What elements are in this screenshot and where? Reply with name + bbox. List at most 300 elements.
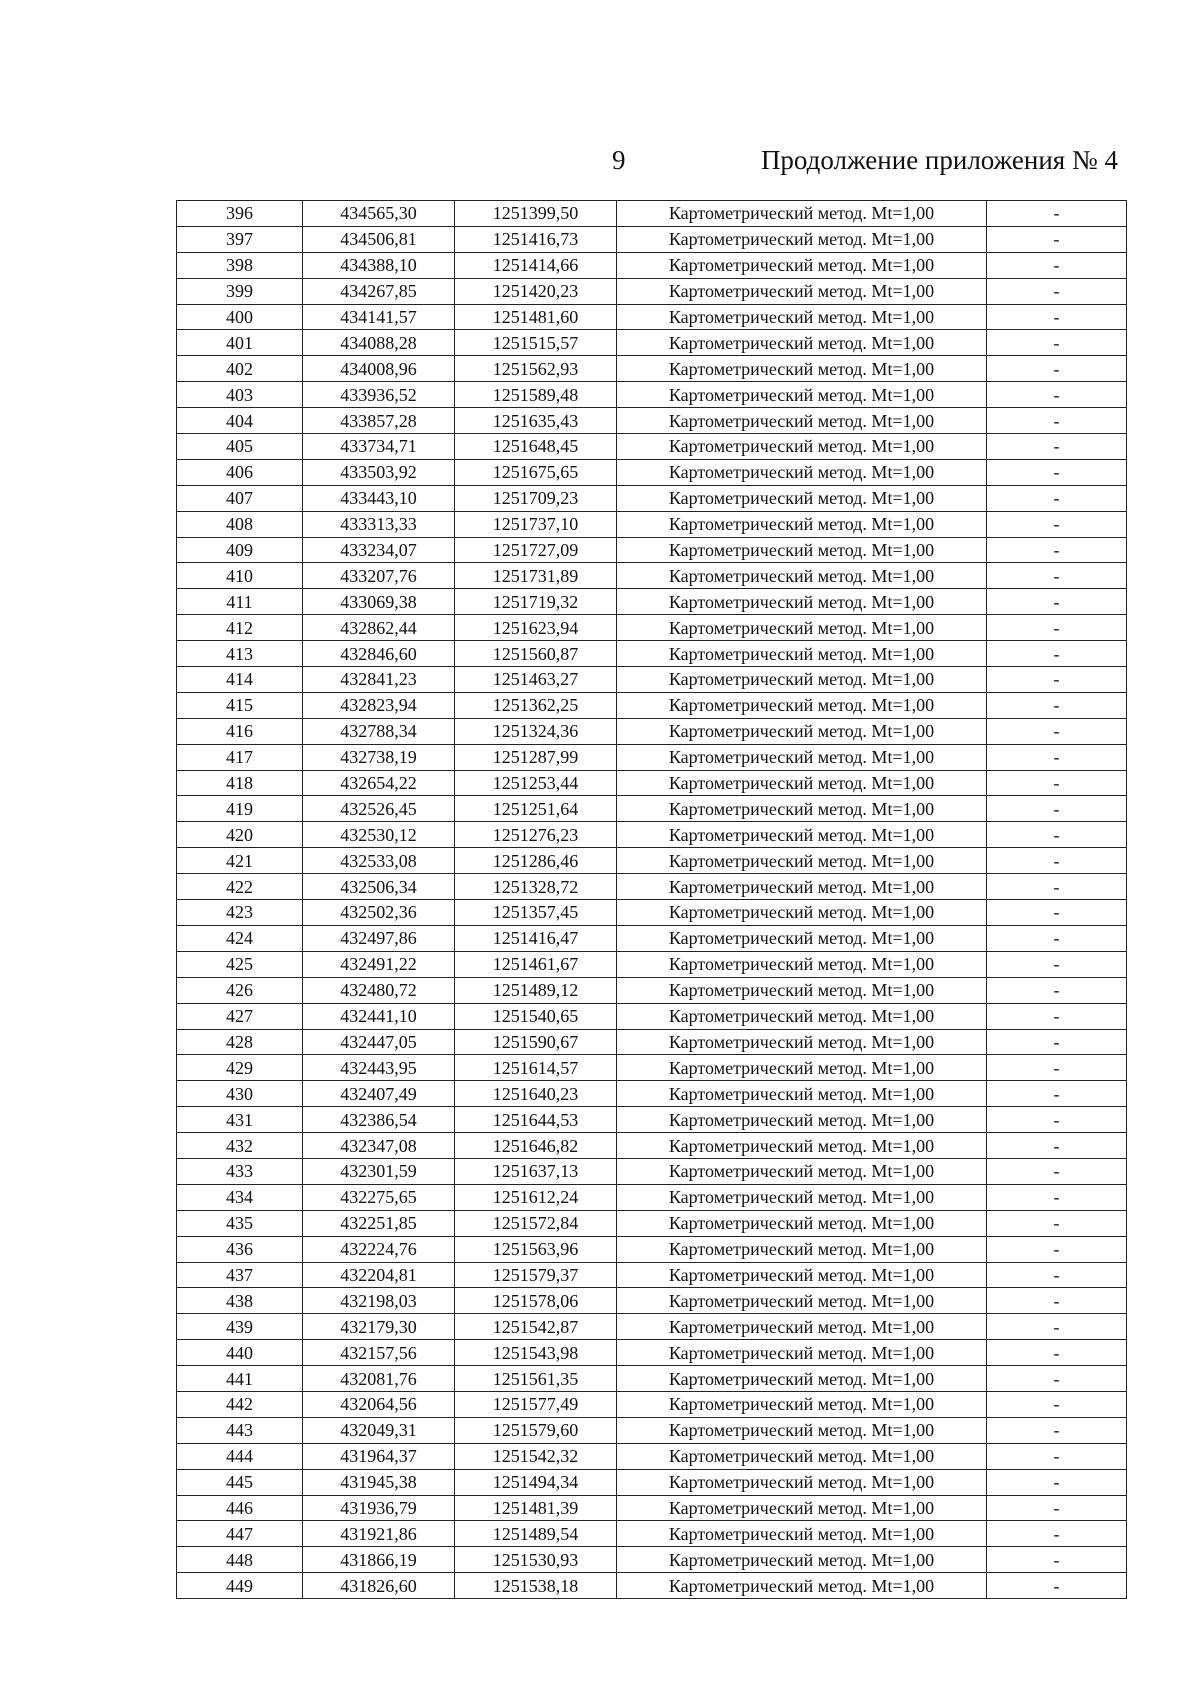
x-coordinate-cell: 432301,59: [303, 1158, 455, 1184]
method-cell: Картометрический метод. Mt=1,00: [617, 252, 987, 278]
y-coordinate-cell: 1251646,82: [455, 1133, 617, 1159]
table-row: [177, 951, 1127, 977]
point-number-cell: 424: [177, 925, 303, 951]
accuracy-cell: -: [987, 977, 1127, 1003]
point-number-cell: 409: [177, 537, 303, 563]
x-coordinate-cell: 431964,37: [303, 1443, 455, 1469]
point-number-cell: 423: [177, 900, 303, 926]
x-coordinate-cell: 432441,10: [303, 1003, 455, 1029]
method-cell: Картометрический метод. Mt=1,00: [617, 434, 987, 460]
table-row: [177, 1366, 1127, 1392]
method-cell: Картометрический метод. Mt=1,00: [617, 770, 987, 796]
accuracy-cell: -: [987, 382, 1127, 408]
accuracy-cell: -: [987, 1003, 1127, 1029]
method-cell: Картометрический метод. Mt=1,00: [617, 408, 987, 434]
table-row: [177, 1184, 1127, 1210]
accuracy-cell: -: [987, 1210, 1127, 1236]
y-coordinate-cell: 1251572,84: [455, 1210, 617, 1236]
method-cell: Картометрический метод. Mt=1,00: [617, 1210, 987, 1236]
table-row: [177, 485, 1127, 511]
accuracy-cell: -: [987, 1055, 1127, 1081]
table-row: [177, 1573, 1127, 1599]
accuracy-cell: -: [987, 667, 1127, 693]
table-row: [177, 1003, 1127, 1029]
x-coordinate-cell: 432862,44: [303, 615, 455, 641]
table-row: [177, 252, 1127, 278]
x-coordinate-cell: 432526,45: [303, 796, 455, 822]
method-cell: Картометрический метод. Mt=1,00: [617, 1029, 987, 1055]
point-number-cell: 438: [177, 1288, 303, 1314]
method-cell: Картометрический метод. Mt=1,00: [617, 278, 987, 304]
method-cell: Картометрический метод. Mt=1,00: [617, 744, 987, 770]
point-number-cell: 403: [177, 382, 303, 408]
y-coordinate-cell: 1251357,45: [455, 900, 617, 926]
method-cell: Картометрический метод. Mt=1,00: [617, 226, 987, 252]
point-number-cell: 413: [177, 641, 303, 667]
y-coordinate-cell: 1251577,49: [455, 1391, 617, 1417]
accuracy-cell: -: [987, 201, 1127, 227]
method-cell: Картометрический метод. Mt=1,00: [617, 1314, 987, 1340]
accuracy-cell: -: [987, 1417, 1127, 1443]
accuracy-cell: -: [987, 692, 1127, 718]
table-row: [177, 304, 1127, 330]
accuracy-cell: -: [987, 848, 1127, 874]
x-coordinate-cell: 434088,28: [303, 330, 455, 356]
table-row: [177, 356, 1127, 382]
x-coordinate-cell: 433936,52: [303, 382, 455, 408]
point-number-cell: 430: [177, 1081, 303, 1107]
accuracy-cell: -: [987, 1081, 1127, 1107]
method-cell: Картометрический метод. Mt=1,00: [617, 1184, 987, 1210]
y-coordinate-cell: 1251614,57: [455, 1055, 617, 1081]
table-row: [177, 1391, 1127, 1417]
point-number-cell: 412: [177, 615, 303, 641]
accuracy-cell: -: [987, 1469, 1127, 1495]
accuracy-cell: -: [987, 1443, 1127, 1469]
accuracy-cell: -: [987, 408, 1127, 434]
y-coordinate-cell: 1251719,32: [455, 589, 617, 615]
y-coordinate-cell: 1251579,37: [455, 1262, 617, 1288]
y-coordinate-cell: 1251562,93: [455, 356, 617, 382]
y-coordinate-cell: 1251709,23: [455, 485, 617, 511]
accuracy-cell: -: [987, 356, 1127, 382]
x-coordinate-cell: 432823,94: [303, 692, 455, 718]
table-row: [177, 796, 1127, 822]
table-row: [177, 201, 1127, 227]
accuracy-cell: -: [987, 822, 1127, 848]
table-row: [177, 511, 1127, 537]
x-coordinate-cell: 432179,30: [303, 1314, 455, 1340]
x-coordinate-cell: 432275,65: [303, 1184, 455, 1210]
method-cell: Картометрический метод. Mt=1,00: [617, 330, 987, 356]
method-cell: Картометрический метод. Mt=1,00: [617, 874, 987, 900]
y-coordinate-cell: 1251489,12: [455, 977, 617, 1003]
y-coordinate-cell: 1251324,36: [455, 718, 617, 744]
table-row: [177, 1495, 1127, 1521]
point-number-cell: 427: [177, 1003, 303, 1029]
x-coordinate-cell: 432347,08: [303, 1133, 455, 1159]
y-coordinate-cell: 1251644,53: [455, 1107, 617, 1133]
method-cell: Картометрический метод. Mt=1,00: [617, 1547, 987, 1573]
accuracy-cell: -: [987, 1133, 1127, 1159]
method-cell: Картометрический метод. Mt=1,00: [617, 925, 987, 951]
accuracy-cell: -: [987, 459, 1127, 485]
y-coordinate-cell: 1251542,87: [455, 1314, 617, 1340]
y-coordinate-cell: 1251675,65: [455, 459, 617, 485]
point-number-cell: 444: [177, 1443, 303, 1469]
accuracy-cell: -: [987, 641, 1127, 667]
table-row: [177, 1469, 1127, 1495]
table-row: [177, 408, 1127, 434]
method-cell: Картометрический метод. Mt=1,00: [617, 1443, 987, 1469]
point-number-cell: 417: [177, 744, 303, 770]
y-coordinate-cell: 1251420,23: [455, 278, 617, 304]
table-row: [177, 1055, 1127, 1081]
point-number-cell: 397: [177, 226, 303, 252]
x-coordinate-cell: 431945,38: [303, 1469, 455, 1495]
point-number-cell: 437: [177, 1262, 303, 1288]
accuracy-cell: -: [987, 1029, 1127, 1055]
point-number-cell: 405: [177, 434, 303, 460]
x-coordinate-cell: 432530,12: [303, 822, 455, 848]
accuracy-cell: -: [987, 485, 1127, 511]
method-cell: Картометрический метод. Mt=1,00: [617, 1055, 987, 1081]
method-cell: Картометрический метод. Mt=1,00: [617, 667, 987, 693]
coordinates-table-body: [177, 201, 1127, 1599]
point-number-cell: 400: [177, 304, 303, 330]
y-coordinate-cell: 1251416,47: [455, 925, 617, 951]
table-row: [177, 1210, 1127, 1236]
x-coordinate-cell: 432846,60: [303, 641, 455, 667]
point-number-cell: 420: [177, 822, 303, 848]
table-row: [177, 925, 1127, 951]
method-cell: Картометрический метод. Mt=1,00: [617, 1340, 987, 1366]
point-number-cell: 428: [177, 1029, 303, 1055]
table-row: [177, 744, 1127, 770]
y-coordinate-cell: 1251578,06: [455, 1288, 617, 1314]
x-coordinate-cell: 432251,85: [303, 1210, 455, 1236]
y-coordinate-cell: 1251612,24: [455, 1184, 617, 1210]
method-cell: Картометрический метод. Mt=1,00: [617, 900, 987, 926]
x-coordinate-cell: 432480,72: [303, 977, 455, 1003]
point-number-cell: 419: [177, 796, 303, 822]
method-cell: Картометрический метод. Mt=1,00: [617, 1107, 987, 1133]
accuracy-cell: -: [987, 1262, 1127, 1288]
x-coordinate-cell: 432502,36: [303, 900, 455, 926]
table-row: [177, 1547, 1127, 1573]
x-coordinate-cell: 431866,19: [303, 1547, 455, 1573]
appendix-title: Продолжение приложения № 4: [760, 145, 1118, 175]
table-row: [177, 1262, 1127, 1288]
method-cell: Картометрический метод. Mt=1,00: [617, 511, 987, 537]
accuracy-cell: -: [987, 615, 1127, 641]
accuracy-cell: -: [987, 511, 1127, 537]
y-coordinate-cell: 1251530,93: [455, 1547, 617, 1573]
point-number-cell: 414: [177, 667, 303, 693]
y-coordinate-cell: 1251563,96: [455, 1236, 617, 1262]
accuracy-cell: -: [987, 718, 1127, 744]
x-coordinate-cell: 433313,33: [303, 511, 455, 537]
y-coordinate-cell: 1251590,67: [455, 1029, 617, 1055]
y-coordinate-cell: 1251538,18: [455, 1573, 617, 1599]
point-number-cell: 441: [177, 1366, 303, 1392]
x-coordinate-cell: 432738,19: [303, 744, 455, 770]
point-number-cell: 401: [177, 330, 303, 356]
accuracy-cell: -: [987, 1521, 1127, 1547]
point-number-cell: 439: [177, 1314, 303, 1340]
method-cell: Картометрический метод. Mt=1,00: [617, 1262, 987, 1288]
table-row: [177, 718, 1127, 744]
point-number-cell: 402: [177, 356, 303, 382]
page-number: 9: [612, 145, 626, 175]
point-number-cell: 406: [177, 459, 303, 485]
accuracy-cell: -: [987, 951, 1127, 977]
y-coordinate-cell: 1251579,60: [455, 1417, 617, 1443]
x-coordinate-cell: 432386,54: [303, 1107, 455, 1133]
table-row: [177, 667, 1127, 693]
table-row: [177, 537, 1127, 563]
y-coordinate-cell: 1251399,50: [455, 201, 617, 227]
table-row: [177, 1288, 1127, 1314]
accuracy-cell: -: [987, 1366, 1127, 1392]
x-coordinate-cell: 434506,81: [303, 226, 455, 252]
point-number-cell: 449: [177, 1573, 303, 1599]
x-coordinate-cell: 432443,95: [303, 1055, 455, 1081]
point-number-cell: 431: [177, 1107, 303, 1133]
point-number-cell: 442: [177, 1391, 303, 1417]
accuracy-cell: -: [987, 1314, 1127, 1340]
x-coordinate-cell: 434141,57: [303, 304, 455, 330]
accuracy-cell: -: [987, 770, 1127, 796]
x-coordinate-cell: 432788,34: [303, 718, 455, 744]
x-coordinate-cell: 432654,22: [303, 770, 455, 796]
method-cell: Картометрический метод. Mt=1,00: [617, 589, 987, 615]
y-coordinate-cell: 1251560,87: [455, 641, 617, 667]
point-number-cell: 434: [177, 1184, 303, 1210]
y-coordinate-cell: 1251481,60: [455, 304, 617, 330]
y-coordinate-cell: 1251727,09: [455, 537, 617, 563]
table-row: [177, 874, 1127, 900]
table-row: [177, 1236, 1127, 1262]
point-number-cell: 408: [177, 511, 303, 537]
method-cell: Картометрический метод. Mt=1,00: [617, 951, 987, 977]
x-coordinate-cell: 433857,28: [303, 408, 455, 434]
table-row: [177, 1417, 1127, 1443]
x-coordinate-cell: 432064,56: [303, 1391, 455, 1417]
accuracy-cell: -: [987, 900, 1127, 926]
x-coordinate-cell: 431936,79: [303, 1495, 455, 1521]
method-cell: Картометрический метод. Mt=1,00: [617, 796, 987, 822]
table-row: [177, 977, 1127, 1003]
table-row: [177, 1521, 1127, 1547]
y-coordinate-cell: 1251494,34: [455, 1469, 617, 1495]
method-cell: Картометрический метод. Mt=1,00: [617, 641, 987, 667]
y-coordinate-cell: 1251637,13: [455, 1158, 617, 1184]
y-coordinate-cell: 1251731,89: [455, 563, 617, 589]
method-cell: Картометрический метод. Mt=1,00: [617, 537, 987, 563]
y-coordinate-cell: 1251416,73: [455, 226, 617, 252]
accuracy-cell: -: [987, 434, 1127, 460]
method-cell: Картометрический метод. Mt=1,00: [617, 356, 987, 382]
table-row: [177, 330, 1127, 356]
method-cell: Картометрический метод. Mt=1,00: [617, 1469, 987, 1495]
point-number-cell: 429: [177, 1055, 303, 1081]
y-coordinate-cell: 1251362,25: [455, 692, 617, 718]
point-number-cell: 425: [177, 951, 303, 977]
accuracy-cell: -: [987, 278, 1127, 304]
point-number-cell: 435: [177, 1210, 303, 1236]
accuracy-cell: -: [987, 537, 1127, 563]
accuracy-cell: -: [987, 330, 1127, 356]
y-coordinate-cell: 1251542,32: [455, 1443, 617, 1469]
page-header: [0, 140, 1200, 180]
y-coordinate-cell: 1251489,54: [455, 1521, 617, 1547]
x-coordinate-cell: 431921,86: [303, 1521, 455, 1547]
x-coordinate-cell: 431826,60: [303, 1573, 455, 1599]
table-row: [177, 1081, 1127, 1107]
y-coordinate-cell: 1251328,72: [455, 874, 617, 900]
table-row: [177, 692, 1127, 718]
point-number-cell: 433: [177, 1158, 303, 1184]
y-coordinate-cell: 1251253,44: [455, 770, 617, 796]
x-coordinate-cell: 433069,38: [303, 589, 455, 615]
accuracy-cell: -: [987, 563, 1127, 589]
method-cell: Картометрический метод. Mt=1,00: [617, 822, 987, 848]
point-number-cell: 399: [177, 278, 303, 304]
method-cell: Картометрический метод. Mt=1,00: [617, 1521, 987, 1547]
y-coordinate-cell: 1251543,98: [455, 1340, 617, 1366]
y-coordinate-cell: 1251276,23: [455, 822, 617, 848]
table-row: [177, 563, 1127, 589]
y-coordinate-cell: 1251286,46: [455, 848, 617, 874]
x-coordinate-cell: 432049,31: [303, 1417, 455, 1443]
point-number-cell: 448: [177, 1547, 303, 1573]
method-cell: Картометрический метод. Mt=1,00: [617, 848, 987, 874]
method-cell: Картометрический метод. Mt=1,00: [617, 1366, 987, 1392]
x-coordinate-cell: 432198,03: [303, 1288, 455, 1314]
x-coordinate-cell: 433207,76: [303, 563, 455, 589]
table-row: [177, 822, 1127, 848]
point-number-cell: 432: [177, 1133, 303, 1159]
point-number-cell: 422: [177, 874, 303, 900]
method-cell: Картометрический метод. Mt=1,00: [617, 692, 987, 718]
x-coordinate-cell: 434565,30: [303, 201, 455, 227]
method-cell: Картометрический метод. Mt=1,00: [617, 1573, 987, 1599]
table-row: [177, 1107, 1127, 1133]
accuracy-cell: -: [987, 1236, 1127, 1262]
table-row: [177, 1158, 1127, 1184]
point-number-cell: 396: [177, 201, 303, 227]
point-number-cell: 410: [177, 563, 303, 589]
accuracy-cell: -: [987, 1547, 1127, 1573]
point-number-cell: 404: [177, 408, 303, 434]
point-number-cell: 440: [177, 1340, 303, 1366]
accuracy-cell: -: [987, 744, 1127, 770]
y-coordinate-cell: 1251414,66: [455, 252, 617, 278]
table-row: [177, 1133, 1127, 1159]
x-coordinate-cell: 433443,10: [303, 485, 455, 511]
point-number-cell: 443: [177, 1417, 303, 1443]
x-coordinate-cell: 432533,08: [303, 848, 455, 874]
method-cell: Картометрический метод. Mt=1,00: [617, 1391, 987, 1417]
x-coordinate-cell: 432081,76: [303, 1366, 455, 1392]
method-cell: Картометрический метод. Mt=1,00: [617, 977, 987, 1003]
accuracy-cell: -: [987, 1495, 1127, 1521]
accuracy-cell: -: [987, 1184, 1127, 1210]
table-row: [177, 1340, 1127, 1366]
accuracy-cell: -: [987, 252, 1127, 278]
method-cell: Картометрический метод. Mt=1,00: [617, 1495, 987, 1521]
method-cell: Картометрический метод. Mt=1,00: [617, 485, 987, 511]
y-coordinate-cell: 1251515,57: [455, 330, 617, 356]
x-coordinate-cell: 432841,23: [303, 667, 455, 693]
accuracy-cell: -: [987, 304, 1127, 330]
y-coordinate-cell: 1251635,43: [455, 408, 617, 434]
table-row: [177, 278, 1127, 304]
y-coordinate-cell: 1251737,10: [455, 511, 617, 537]
point-number-cell: 418: [177, 770, 303, 796]
point-number-cell: 426: [177, 977, 303, 1003]
method-cell: Картометрический метод. Mt=1,00: [617, 718, 987, 744]
accuracy-cell: -: [987, 1391, 1127, 1417]
table-row: [177, 382, 1127, 408]
x-coordinate-cell: 432407,49: [303, 1081, 455, 1107]
method-cell: Картометрический метод. Mt=1,00: [617, 304, 987, 330]
table-row: [177, 589, 1127, 615]
table-row: [177, 641, 1127, 667]
method-cell: Картометрический метод. Mt=1,00: [617, 1288, 987, 1314]
x-coordinate-cell: 433734,71: [303, 434, 455, 460]
method-cell: Картометрический метод. Mt=1,00: [617, 1133, 987, 1159]
x-coordinate-cell: 432157,56: [303, 1340, 455, 1366]
accuracy-cell: -: [987, 1158, 1127, 1184]
table-row: [177, 848, 1127, 874]
method-cell: Картометрический метод. Mt=1,00: [617, 1081, 987, 1107]
point-number-cell: 436: [177, 1236, 303, 1262]
accuracy-cell: -: [987, 874, 1127, 900]
y-coordinate-cell: 1251540,65: [455, 1003, 617, 1029]
accuracy-cell: -: [987, 1340, 1127, 1366]
y-coordinate-cell: 1251589,48: [455, 382, 617, 408]
y-coordinate-cell: 1251481,39: [455, 1495, 617, 1521]
y-coordinate-cell: 1251461,67: [455, 951, 617, 977]
point-number-cell: 398: [177, 252, 303, 278]
x-coordinate-cell: 434388,10: [303, 252, 455, 278]
x-coordinate-cell: 432224,76: [303, 1236, 455, 1262]
accuracy-cell: -: [987, 796, 1127, 822]
method-cell: Картометрический метод. Mt=1,00: [617, 1158, 987, 1184]
point-number-cell: 415: [177, 692, 303, 718]
x-coordinate-cell: 432506,34: [303, 874, 455, 900]
method-cell: Картометрический метод. Mt=1,00: [617, 1417, 987, 1443]
x-coordinate-cell: 433234,07: [303, 537, 455, 563]
table-row: [177, 1443, 1127, 1469]
table-row: [177, 434, 1127, 460]
point-number-cell: 416: [177, 718, 303, 744]
point-number-cell: 445: [177, 1469, 303, 1495]
table-row: [177, 459, 1127, 485]
x-coordinate-cell: 432491,22: [303, 951, 455, 977]
point-number-cell: 407: [177, 485, 303, 511]
y-coordinate-cell: 1251561,35: [455, 1366, 617, 1392]
accuracy-cell: -: [987, 1573, 1127, 1599]
accuracy-cell: -: [987, 925, 1127, 951]
y-coordinate-cell: 1251463,27: [455, 667, 617, 693]
x-coordinate-cell: 432447,05: [303, 1029, 455, 1055]
point-number-cell: 411: [177, 589, 303, 615]
method-cell: Картометрический метод. Mt=1,00: [617, 201, 987, 227]
method-cell: Картометрический метод. Mt=1,00: [617, 382, 987, 408]
